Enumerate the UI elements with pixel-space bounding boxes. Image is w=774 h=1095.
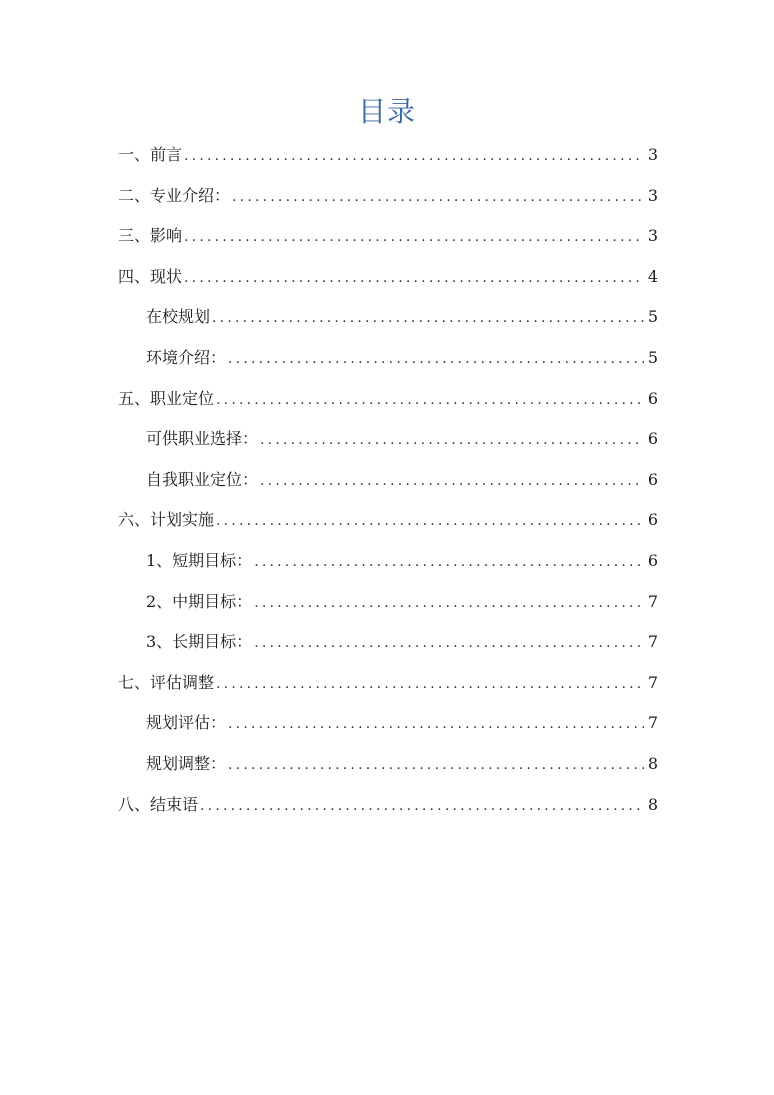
toc-entry-environment[interactable] xyxy=(118,338,658,379)
toc-entry-preface[interactable] xyxy=(118,135,658,176)
toc-dot-leader xyxy=(228,745,644,786)
toc-page-number: 6 xyxy=(647,469,658,489)
toc-entry-self-positioning[interactable] xyxy=(118,460,658,501)
toc-dot-leader xyxy=(228,339,644,380)
toc-dot-leader xyxy=(212,298,644,339)
toc-dot-leader xyxy=(216,501,644,542)
toc-entry-label: 三、影响 xyxy=(118,226,183,246)
toc-page-number: 3 xyxy=(647,226,658,246)
toc-entry-label: 自我职业定位： xyxy=(146,469,259,489)
toc-dot-leader xyxy=(254,542,644,583)
toc-entry-label: 六、计划实施 xyxy=(118,510,215,530)
toc-page-number: 5 xyxy=(647,347,658,367)
toc-entry-influence[interactable] xyxy=(118,216,658,257)
toc-page-number: 7 xyxy=(647,591,658,611)
toc-entry-evaluation[interactable] xyxy=(118,663,658,704)
toc-dot-leader xyxy=(260,461,644,502)
toc-dot-leader xyxy=(260,420,644,461)
toc-entry-label: 3、长期目标： xyxy=(146,632,253,652)
toc-entry-major-intro[interactable] xyxy=(118,176,658,217)
toc-page-number: 7 xyxy=(647,713,658,733)
toc-entry-label: 在校规划 xyxy=(146,307,211,327)
toc-entry-label: 一、前言 xyxy=(118,145,183,164)
toc-dot-leader xyxy=(254,623,644,664)
toc-page-number: 6 xyxy=(647,510,658,530)
toc-entry-implementation[interactable] xyxy=(118,500,658,541)
toc-page-number: 7 xyxy=(647,672,658,692)
toc-page-number: 8 xyxy=(647,794,658,814)
toc-dot-leader xyxy=(216,380,644,421)
toc-entry-plan-evaluation[interactable] xyxy=(118,703,658,744)
toc-entry-mid-term[interactable] xyxy=(118,582,658,623)
toc-entry-label: 可供职业选择： xyxy=(146,429,259,449)
toc-entry-label: 七、评估调整 xyxy=(118,672,215,692)
toc-dot-leader xyxy=(184,217,644,258)
toc-entry-conclusion[interactable] xyxy=(118,785,658,826)
toc-entry-label: 规划调整： xyxy=(146,753,227,773)
toc-entry-career-positioning[interactable] xyxy=(118,379,658,420)
toc-entry-label: 2、中期目标： xyxy=(146,591,253,611)
toc-entry-label: 五、职业定位 xyxy=(118,388,215,408)
toc-page-number: 3 xyxy=(647,185,658,205)
toc-entry-label: 环境介绍： xyxy=(146,347,227,367)
toc-dot-leader xyxy=(216,664,644,705)
toc-entry-plan-adjustment[interactable] xyxy=(118,744,658,785)
toc-dot-leader xyxy=(232,177,644,218)
toc-page-number: 6 xyxy=(647,550,658,570)
toc-entry-career-options[interactable] xyxy=(118,419,658,460)
toc-entry-status[interactable] xyxy=(118,257,658,298)
table-of-contents xyxy=(118,135,658,825)
toc-page-number: 8 xyxy=(647,753,658,773)
toc-entry-short-term[interactable] xyxy=(118,541,658,582)
toc-entry-label: 1、短期目标： xyxy=(146,550,253,570)
toc-dot-leader xyxy=(200,786,644,827)
toc-entry-label: 四、现状 xyxy=(118,266,183,286)
toc-dot-leader xyxy=(184,136,644,177)
toc-page-number: 5 xyxy=(647,307,658,327)
toc-page-number: 6 xyxy=(647,429,658,449)
toc-entry-label: 二、专业介绍： xyxy=(118,185,231,205)
toc-page-number: 3 xyxy=(647,145,658,164)
toc-entry-school-plan[interactable] xyxy=(118,297,658,338)
toc-dot-leader xyxy=(184,258,644,299)
toc-dot-leader xyxy=(228,704,644,745)
toc-entry-label: 八、结束语 xyxy=(118,794,199,814)
toc-entry-long-term[interactable] xyxy=(118,622,658,663)
toc-dot-leader xyxy=(254,583,644,624)
toc-title: 目录 xyxy=(357,95,416,128)
toc-page-number: 6 xyxy=(647,388,658,408)
toc-entry-label: 规划评估： xyxy=(146,713,227,733)
toc-page-number: 4 xyxy=(647,266,658,286)
toc-page-number: 7 xyxy=(647,632,658,652)
